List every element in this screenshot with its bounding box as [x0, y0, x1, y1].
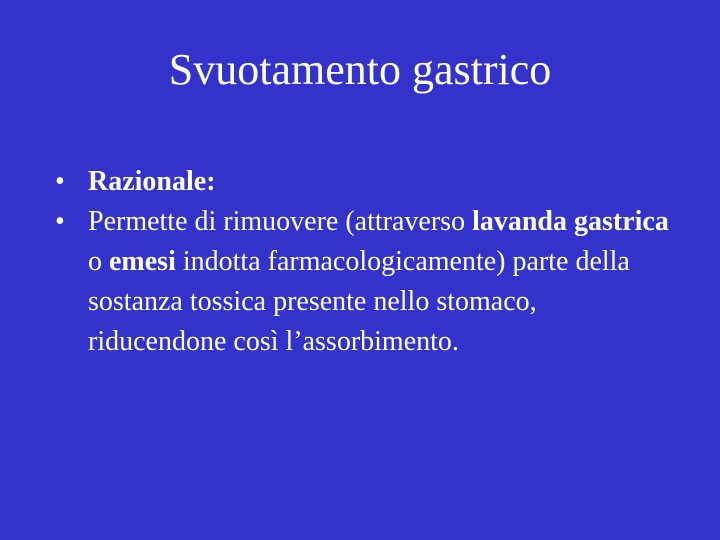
bullet-dot-icon: • — [55, 206, 65, 237]
bullet-text: indotta farmacologicamente) parte della sostanza tossica presente nello stomaco, riducendone così l’assorbimento. — [88, 246, 630, 357]
slide-title: Svuotamento gastrico — [168, 45, 552, 94]
bullet-item-description — [55, 202, 675, 362]
bullet-text: Permette di rimuovere (attraverso — [88, 206, 473, 237]
bullet-item-rationale — [55, 162, 675, 202]
bullet-list — [55, 162, 675, 362]
bullet-text: o — [88, 246, 109, 277]
bullet-dot-icon: • — [55, 166, 65, 197]
bullet-text-bold: lavanda gastrica — [472, 206, 669, 237]
bullet-text-bold: emesi — [109, 246, 176, 277]
bullet-heading: Razionale: — [88, 166, 216, 197]
